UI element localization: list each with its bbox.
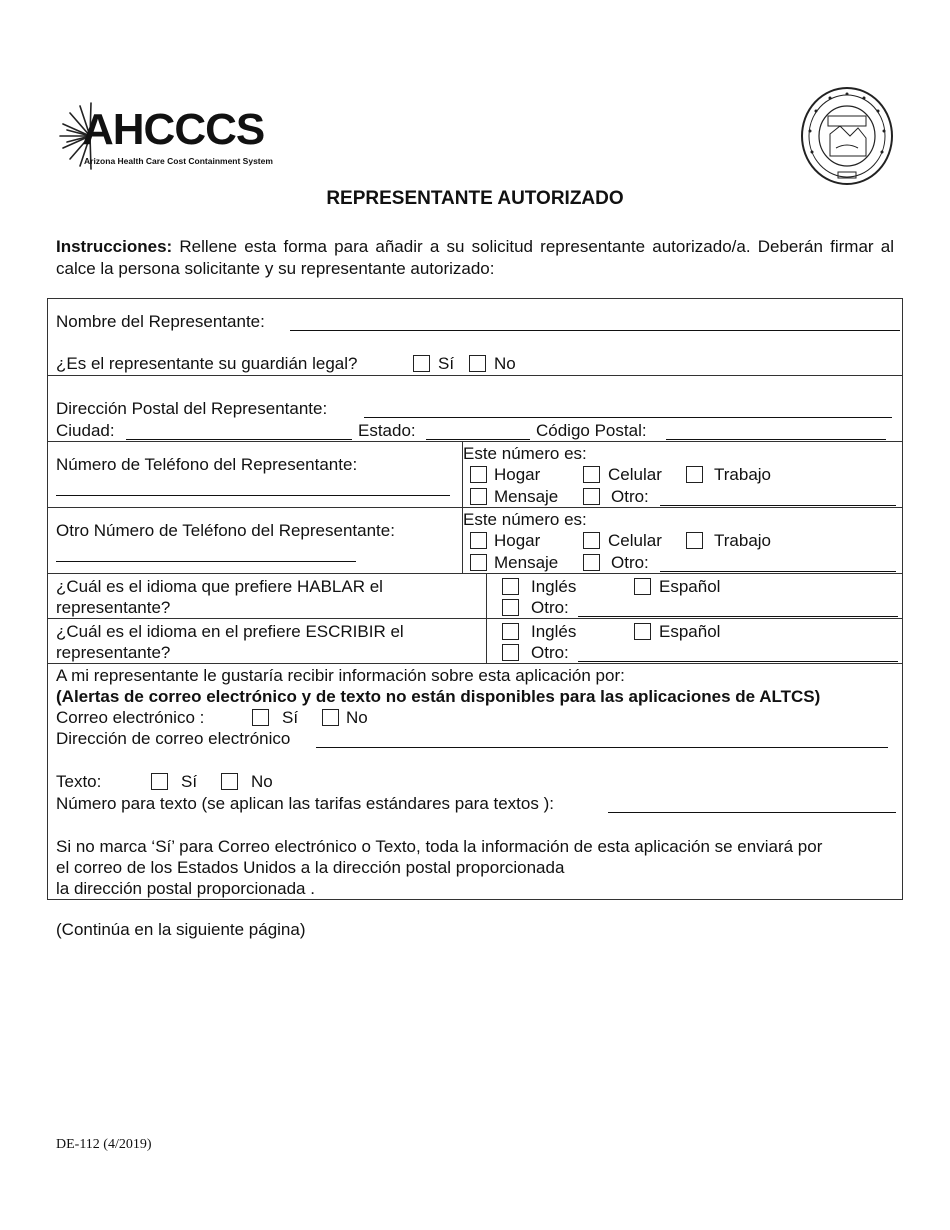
other-phone-other-checkbox[interactable] xyxy=(583,554,600,571)
phone-other-checkbox[interactable] xyxy=(583,488,600,505)
other-phone-work-label: Trabajo xyxy=(714,531,772,550)
row-divider xyxy=(47,663,903,664)
state-line[interactable] xyxy=(426,439,530,440)
phone-other-line[interactable] xyxy=(660,505,896,506)
row-divider xyxy=(47,507,903,508)
other-phone-other-label: Otro: xyxy=(611,553,649,572)
guardian-yes-label: Sí xyxy=(438,354,455,373)
phone-cell-checkbox[interactable] xyxy=(583,466,600,483)
write-other-line[interactable] xyxy=(578,661,898,662)
speak-other-label: Otro: xyxy=(531,598,569,617)
other-phone-line[interactable] xyxy=(56,561,356,562)
phone-message-label: Mensaje xyxy=(494,487,559,506)
other-phone-cell-checkbox[interactable] xyxy=(583,532,600,549)
page-title: REPRESENTANTE AUTORIZADO xyxy=(326,188,624,209)
text-label: Texto: xyxy=(56,772,102,791)
state-label: Estado: xyxy=(358,421,416,440)
email-label: Correo electrónico : xyxy=(56,708,205,727)
text-yes-checkbox[interactable] xyxy=(151,773,168,790)
guardian-no-label: No xyxy=(494,354,516,373)
city-label: Ciudad: xyxy=(56,421,115,440)
name-input-line[interactable] xyxy=(290,330,900,331)
write-spanish-checkbox[interactable] xyxy=(634,623,651,640)
other-phone-work-checkbox[interactable] xyxy=(686,532,703,549)
email-no-checkbox[interactable] xyxy=(322,709,339,726)
text-number-label: Número para texto (se aplican las tarifas estándares para textos ): xyxy=(56,794,554,813)
other-phone-label: Otro Número de Teléfono del Representante: xyxy=(56,521,395,540)
phone-work-label: Trabajo xyxy=(714,465,772,484)
phone-label: Número de Teléfono del Representante: xyxy=(56,455,358,474)
logo-name: AHCCCS xyxy=(82,105,265,154)
instructions xyxy=(56,236,894,280)
other-phone-cell-label: Celular xyxy=(608,531,662,550)
logo-subtitle: Arizona Health Care Cost Containment System xyxy=(84,156,273,166)
other-phone-home-checkbox[interactable] xyxy=(470,532,487,549)
instructions-text: Rellene esta forma para añadir a su solicitud representante autorizado/a. Deberán firmar al calce la persona solicitante y su representante autorizado: xyxy=(56,237,894,278)
email-yes-label: Sí xyxy=(282,708,299,727)
zip-line[interactable] xyxy=(666,439,886,440)
continued-note: (Continúa en la siguiente página) xyxy=(56,920,306,939)
speak-spanish-checkbox[interactable] xyxy=(634,578,651,595)
write-english-label: Inglés xyxy=(531,622,577,641)
text-no-label: No xyxy=(251,772,273,791)
speak-question-line2: representante? xyxy=(56,598,171,617)
other-phone-message-checkbox[interactable] xyxy=(470,554,487,571)
phone-line[interactable] xyxy=(56,495,450,496)
row-divider xyxy=(47,441,903,442)
text-yes-label: Sí xyxy=(181,772,198,791)
phone-message-checkbox[interactable] xyxy=(470,488,487,505)
city-line[interactable] xyxy=(126,439,352,440)
write-question-line1: ¿Cuál es el idioma en el prefiere ESCRIBIR el xyxy=(56,622,404,641)
ahcccs-logo xyxy=(58,100,298,172)
notice-line3: la dirección postal proporcionada . xyxy=(56,879,315,898)
instructions-label: Instrucciones: xyxy=(56,237,173,256)
guardian-yes-checkbox[interactable] xyxy=(413,355,430,372)
guardian-question: ¿Es el representante su guardián legal? xyxy=(56,354,358,373)
zip-label: Código Postal: xyxy=(536,421,647,440)
write-spanish-label: Español xyxy=(659,622,721,641)
row-divider xyxy=(47,375,903,376)
notice-line2: el correo de los Estados Unidos a la dirección postal proporcionada xyxy=(56,858,565,877)
email-address-label: Dirección de correo electrónico xyxy=(56,729,291,748)
guardian-no-checkbox[interactable] xyxy=(469,355,486,372)
email-no-label: No xyxy=(346,708,368,727)
text-number-line[interactable] xyxy=(608,812,896,813)
form-code: DE-112 (4/2019) xyxy=(56,1137,152,1152)
speak-other-checkbox[interactable] xyxy=(502,599,519,616)
speak-english-label: Inglés xyxy=(531,577,577,596)
mailing-address-line[interactable] xyxy=(364,417,892,418)
mailing-address-label: Dirección Postal del Representante: xyxy=(56,399,328,418)
name-label: Nombre del Representante: xyxy=(56,312,265,331)
phone-home-checkbox[interactable] xyxy=(470,466,487,483)
phone-work-checkbox[interactable] xyxy=(686,466,703,483)
other-phone-other-line[interactable] xyxy=(660,571,896,572)
receive-info-text: A mi representante le gustaría recibir información sobre esta aplicación por: xyxy=(56,666,625,685)
write-other-label: Otro: xyxy=(531,643,569,662)
phone-other-label: Otro: xyxy=(611,487,649,506)
write-english-checkbox[interactable] xyxy=(502,623,519,640)
speak-spanish-label: Español xyxy=(659,577,721,596)
row-divider xyxy=(47,618,903,619)
speak-other-line[interactable] xyxy=(578,616,898,617)
phone-type-label: Este número es: xyxy=(463,444,587,463)
speak-question-line1: ¿Cuál es el idioma que prefiere HABLAR el xyxy=(56,577,383,596)
row-divider xyxy=(47,573,903,574)
phone-home-label: Hogar xyxy=(494,465,541,484)
email-address-line[interactable] xyxy=(316,747,888,748)
speak-english-checkbox[interactable] xyxy=(502,578,519,595)
email-yes-checkbox[interactable] xyxy=(252,709,269,726)
column-divider xyxy=(486,573,487,663)
other-phone-type-label: Este número es: xyxy=(463,510,587,529)
text-no-checkbox[interactable] xyxy=(221,773,238,790)
altcs-notice: (Alertas de correo electrónico y de texto no están disponibles para las aplicaciones de ALTCS) xyxy=(56,687,821,706)
notice-line1: Si no marca ‘Sí’ para Correo electrónico o Texto, toda la información de esta aplicación se enviará por xyxy=(56,837,823,856)
write-other-checkbox[interactable] xyxy=(502,644,519,661)
state-seal-icon xyxy=(800,86,894,186)
phone-cell-label: Celular xyxy=(608,465,662,484)
other-phone-message-label: Mensaje xyxy=(494,553,559,572)
other-phone-home-label: Hogar xyxy=(494,531,541,550)
write-question-line2: representante? xyxy=(56,643,171,662)
